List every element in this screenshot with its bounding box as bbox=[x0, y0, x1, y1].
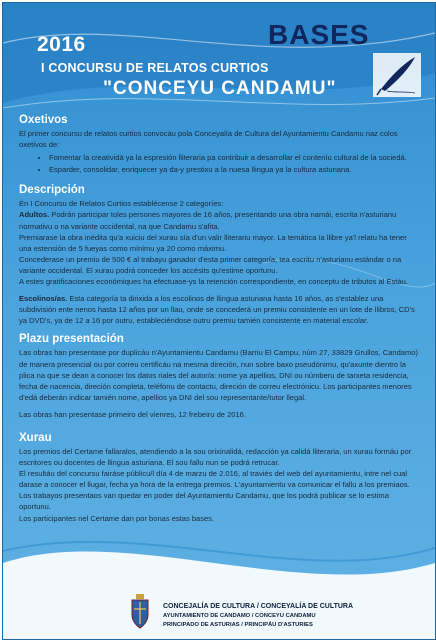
contest-name: "CONCEYU CANDAMU" bbox=[103, 78, 337, 99]
year: 2016 bbox=[37, 33, 86, 56]
footer-line3: PRINCIPADO DE ASTURIAS / PRINCIPÁU D'ASTURIES bbox=[163, 622, 313, 628]
descripcion-escolinos bbox=[19, 293, 421, 326]
contest-subtitle: I CONCURSU DE RELATOS CURTIOS bbox=[41, 61, 269, 75]
section-title-oxetivos: Oxetivos bbox=[19, 114, 68, 126]
xurau-p4: Los participantes nel Certame dan por bonas estas bases. bbox=[19, 513, 215, 523]
adultos-label: Adultos. bbox=[19, 210, 50, 220]
section-title-plazu: Plazu presentación bbox=[19, 333, 124, 346]
coat-of-arms-icon bbox=[128, 593, 152, 631]
section-title-descripcion: Descripción bbox=[19, 184, 85, 197]
escolinos-label: Escolinos/as. bbox=[19, 294, 68, 304]
header bbox=[3, 3, 435, 109]
list-item: • Esparder, consolidar, enriquecer ya da-y prestixu a la nuesa llingua ya la cultura asturiana. bbox=[49, 164, 421, 175]
descripcion-adultos bbox=[19, 209, 421, 231]
adultos-text: Podrán participar toles persones mayores de 16 años, presentando una obra namái, escrita n'asturianu normativu o na variante occidental, na que Candamu s'afita. bbox=[19, 210, 397, 231]
section-title-xurau: Xurau bbox=[19, 431, 52, 444]
xurau-p3: Los trabayos presentaos van quedar en poder del Ayuntamientu Candamu, que los podrá publicar se lo estima oportunu. bbox=[19, 491, 389, 512]
plazu-p1: Las obras han presentase por duplicáu n'Ayuntamientu Candamu (Barriu El Campu, núm 27, 33829 Grullos, Candamo) de manera presencial ou por correu certificáu na mesma direción, nun sobre baxo pseudónimu, qu'axunte dientro la plica na que se dean a conocer los datos riales del autor/a: nome ya apellios, DNI ou númberu de tarxeta residencia, fecha de nacencia, direción completa, teléfonu de contactu, direción de correu electrónicu. Los participantes menores d'edá deberán indicar tamién nome, apellios ya DNI del sou representante/tutor llegal. bbox=[19, 348, 418, 402]
plazu-p2: Las obras han presentase primeiro del vienres, 12 frebeiru de 2016. bbox=[19, 409, 246, 419]
xurau-p2: El resultáu del concursu fairáse públicu/l día 4 de marzu de 2.016, al traviés del web del ayuntamientu, intre nel cual darase a conocer el llugar, fecha ya hora de la entrega premios. L'ayuntamientu va comunicar el fallu a los premiaos. bbox=[19, 469, 410, 490]
oxetivos-list bbox=[19, 152, 421, 175]
xurau-p1: Los premios del Certame fallaralos, atendiendo a la sou orixinalidá, redacción ya calidá lliteraria, un xurau formáu por escritores ou docentes de llingua asturiana. El sou fallu nun se podrá retrucar. bbox=[19, 446, 412, 468]
oxetivos-intro: El primer concursu de relatos curtios convocáu pola Conceyalía de Cultura del Ayuntamientu Candamu naz colos oxetivos de: bbox=[19, 129, 398, 150]
list-item: • Fomentar la creatividá ya la espresión lliteraria pa contribuir a desarrollar el conteníu cultural de la sociedá. bbox=[49, 152, 421, 163]
content bbox=[19, 113, 421, 524]
descripcion-p3: Concederase un premiu de 500 € al trabayu ganador d'esta primer categoría, tea escritu n'asturianu estándar o na variante occidental. El xurau podrá conceder los accésits qu'estime oportunu. bbox=[19, 254, 402, 275]
quill-pen-icon bbox=[371, 51, 423, 99]
descripcion-p2: Premiarase la obra inédita qu'a xuiciu del xurau sía d'un valir lliterariu mayor. La temática ía llibre ya'l relatu ha tener una estensión de 5 fueyas como mínimu ya 20 como máximu. bbox=[19, 232, 407, 253]
descripcion-intro: En I Concursu de Relatos Curtios establécense 2 categoríes: bbox=[19, 199, 224, 209]
footer-line2: AYUNTAMIENTO DE CANDAMO / CONCEYU CANDAMU bbox=[163, 613, 316, 619]
escolinos-text: Esta categoría ta dirixida a los escolinos de llingua asturiana hasta 16 años, as s'establez una subdivisión ente nenos hasta 12 años por un llau, onde se concederá un premiu consistente en un lote de llibros, CD's ya DVD's, ya de 12 a 16 por outru, estableciéndose outru premiu tamién consistente en material escolar. bbox=[19, 294, 415, 326]
bases-title: BASES bbox=[268, 19, 370, 50]
footer-line1: CONCEJALÍA DE CULTURA / CONCEYALÍA DE CULTURA bbox=[163, 603, 354, 610]
poster bbox=[2, 2, 436, 640]
descripcion-p4: A estes gratificaciones económiques ha efectuase-ys la retención correspondiente, en conceptu de tributos al Estáu. bbox=[19, 277, 408, 287]
